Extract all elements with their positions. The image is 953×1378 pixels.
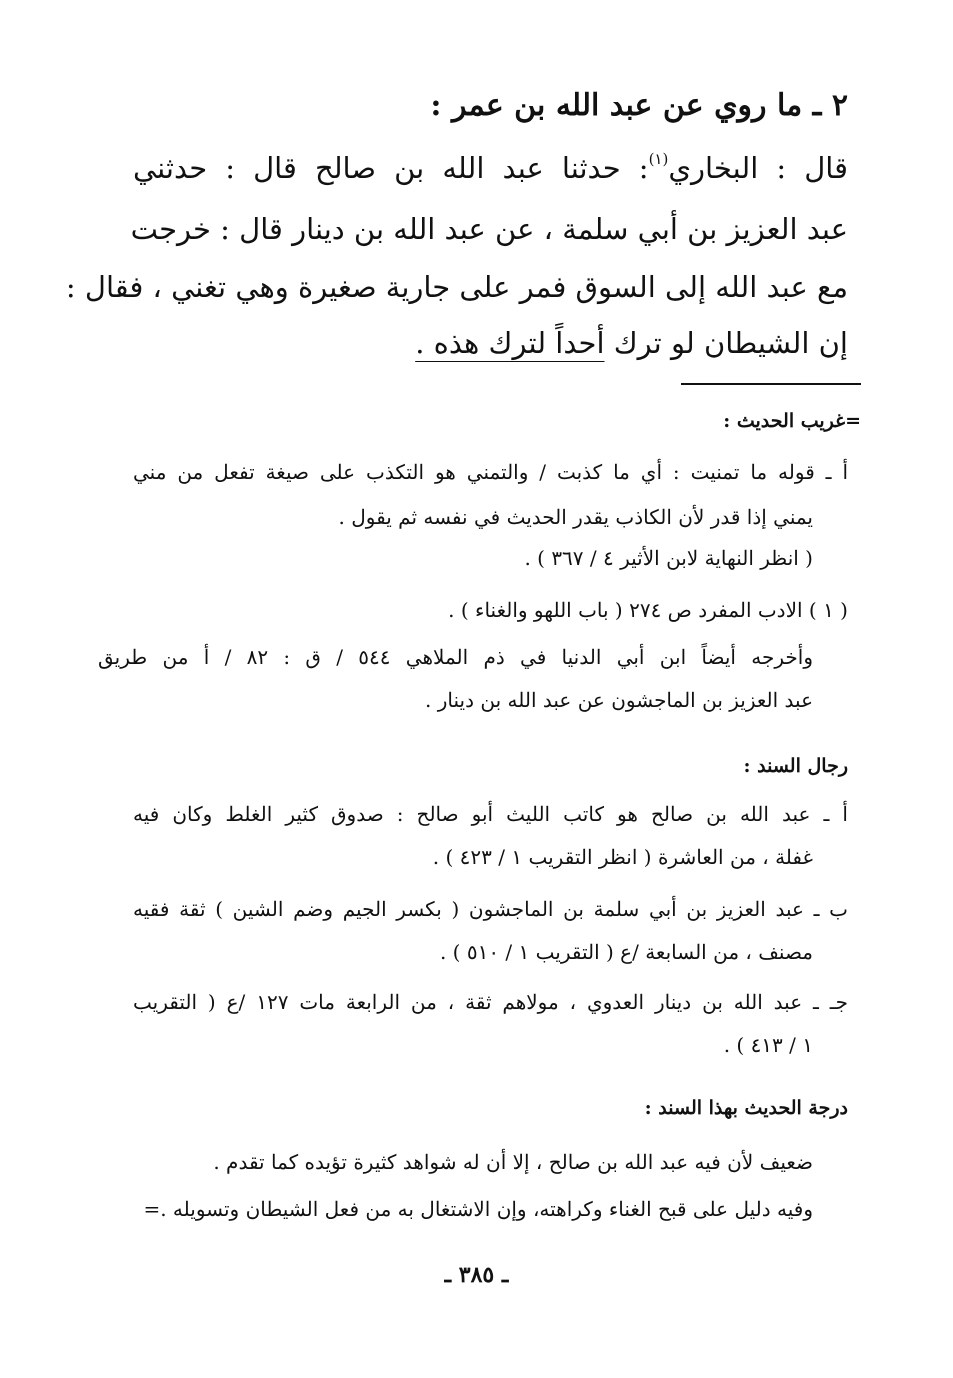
hadith-line-1 <box>133 150 848 186</box>
hadith-line-4-start: إن الشيطان لو ترك <box>604 326 848 360</box>
gharib-a-line-1: أ ـ قوله ما تمنيت : أي ما كذبت / والتمني هو التكذب على صيغة تفعل من مني <box>133 460 848 484</box>
footnote-separator <box>681 383 861 385</box>
footnote-2-line-2: عبد العزيز بن الماجشون عن عبد الله بن دينار . <box>425 688 813 712</box>
hadith-line-2: عبد العزيز بن أبي سلمة ، عن عبد الله بن دينار قال : خرجت <box>130 212 848 246</box>
footnote-marker: (١) <box>648 150 669 168</box>
rijal-c-line-2: ١ / ٤١٣ ) . <box>723 1033 813 1057</box>
footnote-1: ( ١ ) الادب المفرد ص ٢٧٤ ( باب اللهو والغناء ) . <box>448 598 848 622</box>
gharib-a-line-2: يمني إذا قدر لأن الكاذب يقدر الحديث في نفسه ثم يقول . <box>338 505 813 529</box>
hadith-line-1-start: قال : البخاري <box>668 151 848 185</box>
rijal-c-line-1: جـ ـ عبد الله بن دينار العدوي ، مولاهم ثقة ، من الرابعة مات ١٢٧ /ع ( التقريب <box>133 990 848 1014</box>
gharib-title: =غريب الحديث : <box>723 410 861 432</box>
rijal-a-line-1: أ ـ عبد الله بن صالح هو كاتب الليث أبو صالح : صدوق كثير الغلط وكان فيه <box>133 802 848 826</box>
daraja-title: درجة الحديث بهذا السند : <box>644 1097 848 1119</box>
rijal-b-line-1: ب ـ عبد العزيز بن أبي سلمة بن الماجشون ( بكسر الجيم وضم الشين ) ثقة فقيه <box>133 897 848 921</box>
gharib-a-line-3: ( انظر النهاية لابن الأثير ٤ / ٣٦٧ ) . <box>524 546 813 570</box>
rijal-title: رجال السند : <box>743 755 848 777</box>
daraja-line-2: وفيه دليل على قبح الغناء وكراهته، وإن الاشتغال به من فعل الشيطان وتسويله .= <box>143 1197 813 1221</box>
hadith-line-4-underlined: أحداً لترك هذه . <box>415 326 605 360</box>
section-heading: ٢ ـ ما روي عن عبد الله بن عمر : <box>430 88 848 123</box>
footnote-2-line-1: وأخرجه أيضاً ابن أبي الدنيا في ذم الملاهي ٥٤٤ / ق : ٨٢ / أ من طريق <box>98 645 813 669</box>
rijal-a-line-2: غفلة ، من العاشرة ( انظر التقريب ١ / ٤٢٣ ) . <box>432 845 813 869</box>
hadith-line-4 <box>133 326 848 361</box>
hadith-line-1-end: : حدثنا عبد الله بن صالح قال : حدثني <box>133 151 649 185</box>
rijal-b-line-2: مصنف ، من السابعة /ع ( التقريب ١ / ٥١٠ ) . <box>439 940 813 964</box>
hadith-line-3: مع عبد الله إلى السوق فمر على جارية صغيرة وهي تغني ، فقال : <box>65 270 848 304</box>
page-number: ـ ٣٨٥ ـ <box>444 1262 509 1288</box>
daraja-line-1: ضعيف لأن فيه عبد الله بن صالح ، إلا أن له شواهد كثيرة تؤيده كما تقدم . <box>213 1150 813 1174</box>
